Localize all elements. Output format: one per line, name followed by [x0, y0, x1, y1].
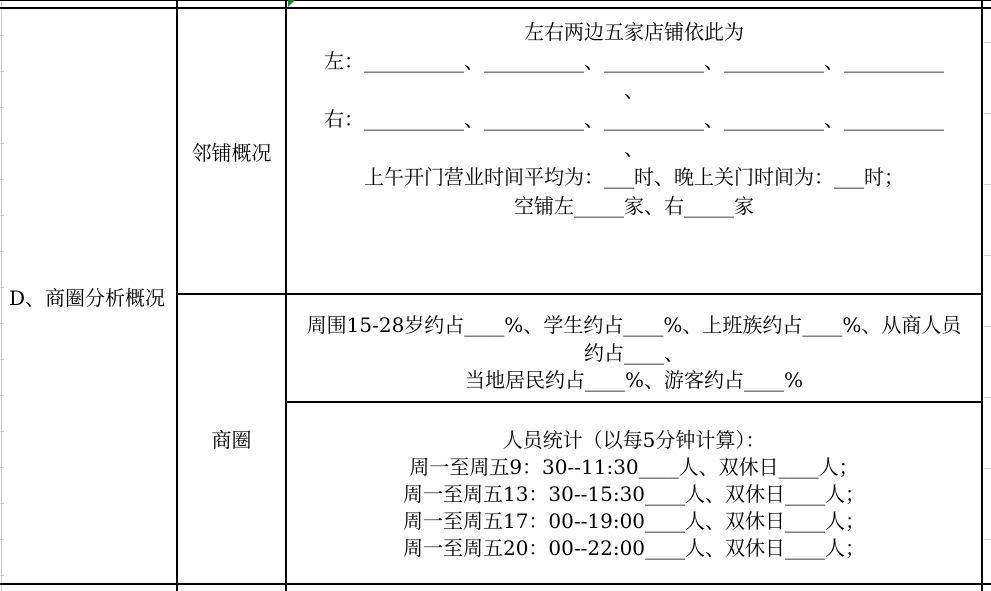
form-line-traffic-morning: 周一至周五9：30--11:30____人、双休日____人； [409, 455, 859, 479]
table-border-bottom [0, 583, 991, 585]
cell-business-header[interactable] [178, 293, 285, 583]
form-line-traffic-title: 人员统计（以每5分钟计算）： [502, 428, 766, 452]
form-line-title: 左右两边五家店铺依此为 [524, 20, 744, 44]
neighbor-header-label: 邻铺概况 [191, 140, 272, 165]
cell-neighbor-header[interactable] [178, 9, 285, 293]
form-line-vacant-shops: 空铺左_____家、右_____家 [514, 194, 754, 218]
table-border-top-edge [0, 0, 991, 1]
form-line-right-wrap: 、 [624, 136, 644, 160]
category-label: D、商圈分析概况 [9, 285, 166, 310]
right-gridline-ticks [984, 0, 991, 591]
form-line-demographics-3: 当地居民约占____%、游客约占____% [464, 368, 803, 392]
cell-demographics-content[interactable] [287, 293, 981, 401]
form-line-traffic-evening: 周一至周五17：00--19:00____人、双休日____人； [402, 509, 866, 533]
form-line-left-shops: 左：__________、__________、__________、__________、__________ [324, 49, 944, 73]
form-line-left-wrap: 、 [624, 78, 644, 102]
form-line-demographics-1: 周围15-28岁约占____%、学生约占____%、上班族约占____%、从商人员 [306, 313, 962, 337]
form-line-demographics-2: 约占____、 [584, 340, 684, 365]
business-header-label: 商圈 [211, 427, 252, 452]
form-line-right-shops: 右：__________、__________、__________、__________、__________ [324, 107, 944, 131]
form-line-traffic-noon: 周一至周五13：30--15:30____人、双休日____人； [402, 482, 866, 506]
cell-category[interactable] [3, 9, 176, 583]
form-line-traffic-night: 周一至周五20：00--22:00____人、双休日____人； [402, 536, 866, 560]
cell-error-indicator-icon [288, 0, 295, 7]
cell-traffic-content[interactable] [287, 401, 981, 583]
table-border-right [981, 0, 983, 591]
left-gridline [1, 0, 2, 591]
form-line-open-close-hours: 上午开门营业时间平均为：___时、晚上关门时间为：___时； [364, 165, 904, 189]
cell-neighbor-content[interactable] [287, 9, 981, 293]
